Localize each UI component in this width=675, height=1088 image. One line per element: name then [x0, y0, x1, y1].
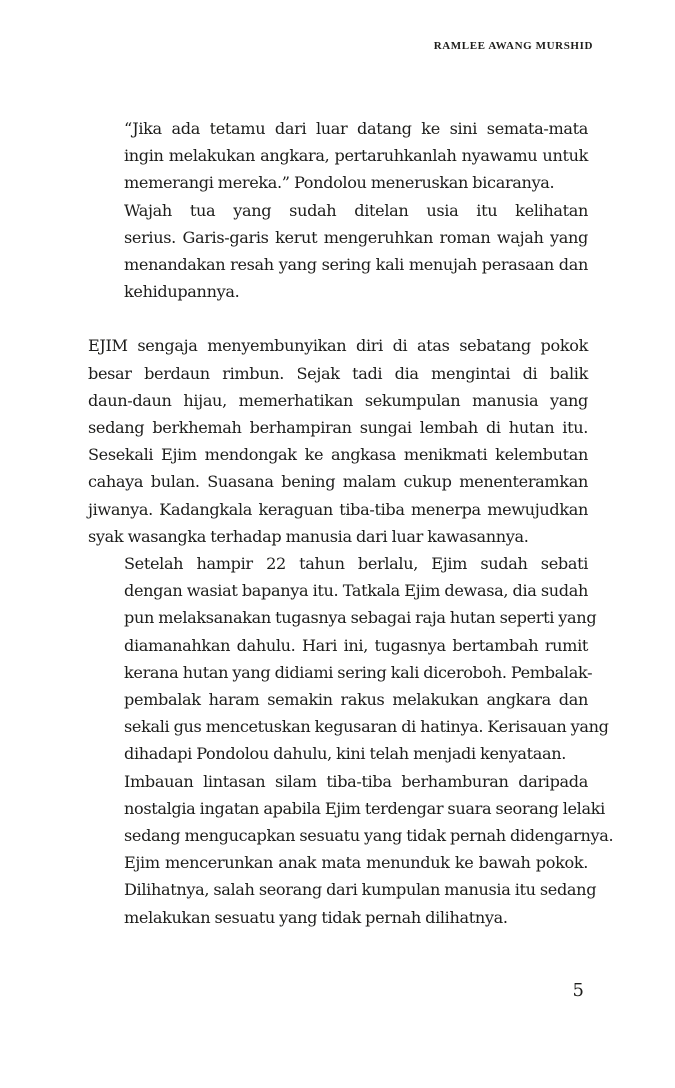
text-line: kerana hutan yang didiami sering kali diceroboh. Pembalak-: [124, 662, 593, 682]
running-header: RAMLEE AWANG MURSHID: [433, 40, 593, 52]
paragraph-4: [88, 550, 609, 768]
text-line: sekali gus mencetuskan kegusaran di hatinya. Kerisauan yang: [124, 717, 609, 737]
text-line: melakukan sesuatu yang tidak pernah dilihatnya.: [124, 907, 508, 927]
text-line: Sesekali Ejim mendongak ke angkasa menikmati kelembutan: [88, 445, 588, 465]
text-line: “Jika ada tetamu dari luar datang ke sini semata-mata: [124, 119, 588, 138]
text-line: dengan wasiat bapanya itu. Tatkala Ejim dewasa, dia sudah: [124, 581, 588, 601]
text-line: pun melaksanakan tugasnya sebagai raja hutan seperti yang: [124, 608, 597, 628]
section-break: [88, 305, 588, 332]
text-line: nostalgia ingatan apabila Ejim terdengar suara seorang lelaki: [124, 798, 605, 818]
text-line: Setelah hampir 22 tahun berlalu, Ejim sudah sebati: [124, 554, 588, 574]
text-line: cahaya bulan. Suasana bening malam cukup menenteramkan: [88, 472, 588, 492]
text-line: dihadapi Pondolou dahulu, kini telah menjadi kenyataan.: [124, 744, 567, 764]
text-line: menandakan resah yang sering kali menujah perasaan dan: [124, 255, 588, 275]
paragraph-3: [88, 332, 588, 550]
paragraph-1: [88, 115, 588, 197]
text-line: sedang mengucapkan sesuatu yang tidak pernah didengarnya.: [124, 826, 614, 846]
text-line: diamanahkan dahulu. Hari ini, tugasnya bertambah rumit: [124, 635, 588, 655]
body-text: [88, 115, 614, 931]
page-number: 5: [572, 980, 584, 1001]
text-line: besar berdaun rimbun. Sejak tadi dia mengintai di balik: [88, 363, 588, 383]
text-line: Wajah tua yang sudah ditelan usia itu kelihatan: [124, 200, 588, 220]
text-line: Imbauan lintasan silam tiba-tiba berhamburan daripada: [124, 771, 588, 791]
text-line: daun-daun hijau, memerhatikan sekumpulan manusia yang: [88, 390, 588, 410]
paragraph-5: [88, 768, 614, 931]
text-line: syak wasangka terhadap manusia dari luar kawasannya.: [88, 526, 529, 546]
text-line: kehidupannya.: [124, 282, 240, 302]
text-line: serius. Garis-garis kerut mengeruhkan roman wajah yang: [124, 227, 588, 247]
text-line: sedang berkhemah berhampiran sungai lembah di hutan itu.: [88, 418, 588, 438]
text-line: pembalak haram semakin rakus melakukan angkara dan: [124, 690, 588, 710]
text-line: jiwanya. Kadangkala keraguan tiba-tiba menerpa mewujudkan: [88, 499, 588, 519]
paragraph-2: [88, 197, 588, 306]
text-line: Dilihatnya, salah seorang dari kumpulan manusia itu sedang: [124, 880, 597, 900]
text-line: ingin melakukan angkara, pertaruhkanlah nyawamu untuk: [124, 146, 588, 166]
text-line: memerangi mereka.” Pondolou meneruskan bicaranya.: [124, 173, 555, 193]
text-line: EJIM sengaja menyembunyikan diri di atas sebatang pokok: [88, 336, 588, 356]
text-line: Ejim mencerunkan anak mata menunduk ke bawah pokok.: [124, 853, 588, 873]
